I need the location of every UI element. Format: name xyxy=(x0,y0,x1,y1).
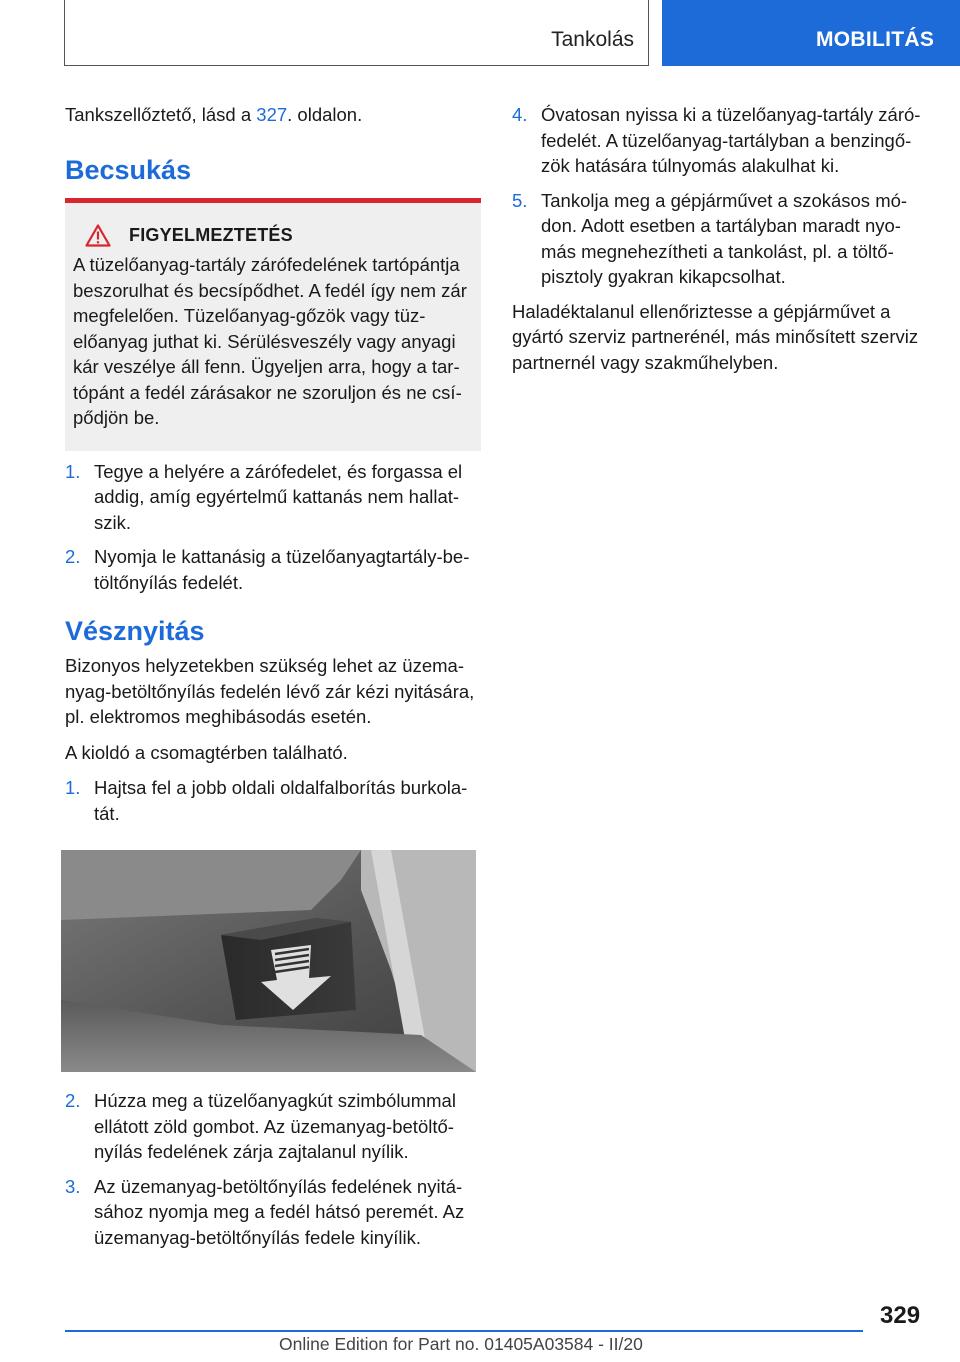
page-reference-link[interactable]: 327 xyxy=(256,104,288,125)
step-text: Az üzemanyag-betöltőnyílás fedelének nyitásához nyomja meg a fedél hátsó peremét. Az üzemanyag-betöltőnyílás fedele kinyílik. xyxy=(94,1175,465,1248)
step-number: 1. xyxy=(65,460,81,482)
emergency-paragraph-1: Bizonyos helyzetekben szükség lehet az üzemanyag-betöltőnyílás fedelén lévő zár kézi nyitására, pl. elektromos meghibásodás esetén. xyxy=(65,655,475,727)
heading-close: Becsukás xyxy=(65,154,192,185)
left-column xyxy=(65,102,481,1259)
step-text: Nyomja le kattanásig a tüzelőanyagtartály-betöltőnyílás fedelét. xyxy=(94,546,470,593)
service-paragraph: Haladéktalanul ellenőriztesse a gépjárművet a gyártó szerviz partnerénél, más minősített szerviz partnernél vagy szakműhelyben. xyxy=(512,300,919,373)
header-chapter-title: Tankolás xyxy=(551,28,634,51)
emergency-paragraph-2: A kioldó a csomagtérben található. xyxy=(65,741,348,763)
step-text: Óvatosan nyissa ki a tüzelőanyag-tartály zárófedelét. A tüzelőanyag-tartályban a benzingőzök hatására túlnyomás alakulhat ki. xyxy=(541,104,921,176)
list-item xyxy=(65,459,481,536)
header-section-title: MOBILITÁS xyxy=(816,28,935,51)
step-number: 2. xyxy=(65,546,81,567)
warning-header xyxy=(73,223,471,249)
right-column xyxy=(512,102,928,385)
heading-emergency: Vésznyitás xyxy=(65,616,205,646)
emergency-steps-list-a xyxy=(65,775,481,826)
step-number: 5. xyxy=(512,189,528,211)
footer-edition: Online Edition for Part no. 01405A03584 - II/20 xyxy=(279,1334,643,1354)
page-number: 329 xyxy=(880,1302,921,1329)
warning-title: FIGYELMEZTETÉS xyxy=(129,224,293,245)
step-number: 4. xyxy=(512,104,528,125)
refuel-steps-list xyxy=(512,102,928,290)
list-item xyxy=(512,102,928,179)
warning-triangle-icon xyxy=(85,224,111,247)
list-item xyxy=(65,775,481,826)
header-chapter-box xyxy=(64,0,649,66)
close-steps-list xyxy=(65,459,481,596)
step-text: Húzza meg a tüzelőanyagkút szimbólummal ellátott zöld gombot. Az üzemanyag-betöltőnyílás fedelének zárja zajtalanul nyílik. xyxy=(94,1090,456,1162)
list-item xyxy=(65,1174,481,1251)
emergency-steps-list-b xyxy=(65,1088,481,1250)
list-item xyxy=(65,544,481,595)
step-number: 2. xyxy=(65,1090,81,1111)
warning-text: A tüzelőanyag-tartály zárófedelének tartópántja beszorulhat és becsípődhet. A fedél így nem zár megfelelően. Tüzelőanyag-gőzök vagy tüzelőanyag juthat ki. Sérülésveszély vagy anyagi kár veszélye áll fenn. Ügyeljen arra, hogy a tartópánt a fedél zárásakor ne szoruljon és ne csípődjön be. xyxy=(73,254,467,428)
step-text: Tankolja meg a gépjárművet a szokásos módon. Adott esetben a tartályban maradt nyomás megnehezítheti a tankolást, pl. a töltőpisztoly gyakran kikapcsolhat. xyxy=(541,189,908,287)
warning-box xyxy=(65,203,481,451)
list-item xyxy=(512,188,928,290)
step-text: Hajtsa fel a jobb oldali oldalfalborítás burkolatát. xyxy=(94,777,468,824)
intro-suffix: . oldalon. xyxy=(287,104,363,125)
intro-paragraph xyxy=(65,102,481,128)
step-number: 3. xyxy=(65,1175,81,1197)
list-item xyxy=(65,1088,481,1165)
step-text: Tegye a helyére a zárófedelet, és forgassa el addig, amíg egyértelmű kattanás nem hallatszik. xyxy=(94,460,463,533)
step-number: 1. xyxy=(65,777,81,798)
trunk-side-panel-photo xyxy=(61,850,476,1072)
intro-text: Tankszellőztető, lásd a xyxy=(65,104,257,125)
footer-rule xyxy=(65,1330,863,1332)
